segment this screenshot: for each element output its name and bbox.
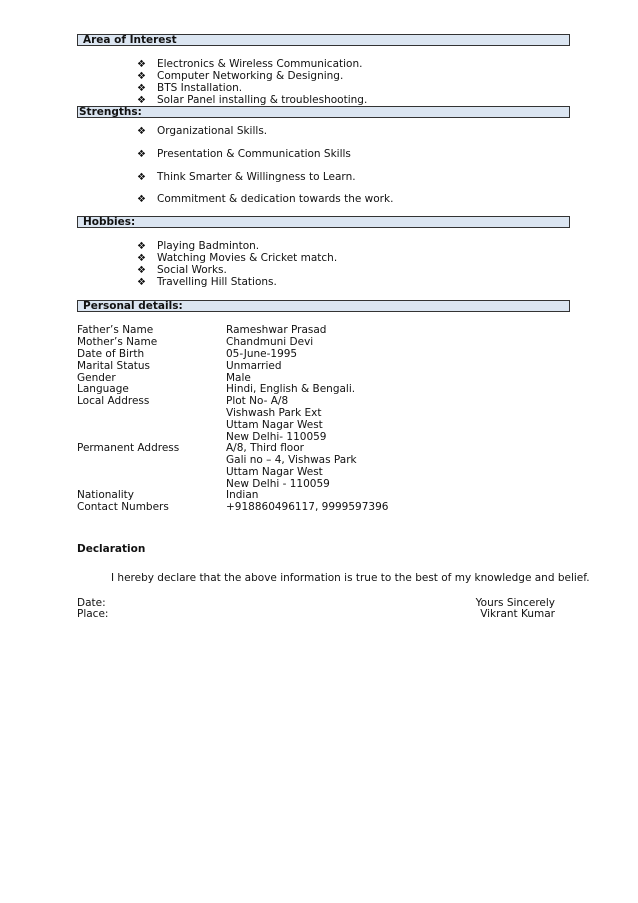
list-item: ❖ Electronics & Wireless Communication. [137,58,363,70]
permanent-address-line: A/8, Third floor [226,442,304,454]
language-value: Hindi, English & Bengali. [226,383,356,395]
mother-name-label: Mother’s Name [77,336,158,348]
father-name-value: Rameshwar Prasad [226,324,327,336]
diamond-bullet-icon: ❖ [137,253,146,264]
mother-name-value: Chandmuni Devi [226,336,314,348]
nationality-value: Indian [226,489,259,501]
diamond-bullet-icon: ❖ [137,71,146,82]
diamond-bullet-icon: ❖ [137,149,146,160]
contact-numbers-value: +918860496117, 9999597396 [226,501,389,513]
permanent-address-line: Uttam Nagar West [226,466,323,478]
diamond-bullet-icon: ❖ [137,126,146,137]
section-header-strengths: Strengths: [77,106,570,118]
diamond-bullet-icon: ❖ [137,59,146,70]
diamond-bullet-icon: ❖ [137,241,146,252]
place-label: Place: [77,608,109,620]
closing-text: Yours Sincerely [475,597,555,609]
local-address-line: Uttam Nagar West [226,419,323,431]
dob-label: Date of Birth [77,348,145,360]
list-item: ❖ BTS Installation. [137,82,243,94]
list-item: ❖ Playing Badminton. [137,240,260,252]
contact-numbers-label: Contact Numbers [77,501,169,513]
diamond-bullet-icon: ❖ [137,83,146,94]
signature-name: Vikrant Kumar [480,608,555,620]
list-item: ❖ Social Works. [137,264,227,276]
nationality-label: Nationality [77,489,135,501]
list-item: ❖ Think Smarter & Willingness to Learn. [137,171,356,183]
date-label: Date: [77,597,106,609]
declaration-heading: Declaration [77,543,146,555]
list-item: ❖ Presentation & Communication Skills [137,148,351,160]
permanent-address-label: Permanent Address [77,442,180,454]
diamond-bullet-icon: ❖ [137,95,146,106]
list-item: ❖ Watching Movies & Cricket match. [137,252,338,264]
language-label: Language [77,383,129,395]
list-item: ❖ Travelling Hill Stations. [137,276,277,288]
list-item: ❖ Organizational Skills. [137,125,268,137]
local-address-line: New Delhi- 110059 [226,431,327,443]
diamond-bullet-icon: ❖ [137,194,146,205]
section-header-hobbies: Hobbies: [77,216,570,228]
list-item: ❖ Solar Panel installing & troubleshooting. [137,94,368,106]
local-address-label: Local Address [77,395,150,407]
section-header-area-of-interest: Area of Interest [77,34,570,46]
gender-label: Gender [77,372,116,384]
father-name-label: Father’s Name [77,324,154,336]
local-address-line: Plot No- A/8 [226,395,289,407]
permanent-address-line: New Delhi - 110059 [226,478,330,490]
marital-status-label: Marital Status [77,360,150,372]
list-item: ❖ Commitment & dedication towards the work. [137,193,394,205]
marital-status-value: Unmarried [226,360,282,372]
permanent-address-line: Gali no – 4, Vishwas Park [226,454,357,466]
diamond-bullet-icon: ❖ [137,277,146,288]
gender-value: Male [226,372,251,384]
section-header-personal-details: Personal details: [77,300,570,312]
list-item: ❖ Computer Networking & Designing. [137,70,344,82]
declaration-text: I hereby declare that the above information is true to the best of my knowledge and belief. [111,572,590,584]
diamond-bullet-icon: ❖ [137,265,146,276]
local-address-line: Vishwash Park Ext [226,407,322,419]
dob-value: 05-June-1995 [226,348,298,360]
diamond-bullet-icon: ❖ [137,172,146,183]
